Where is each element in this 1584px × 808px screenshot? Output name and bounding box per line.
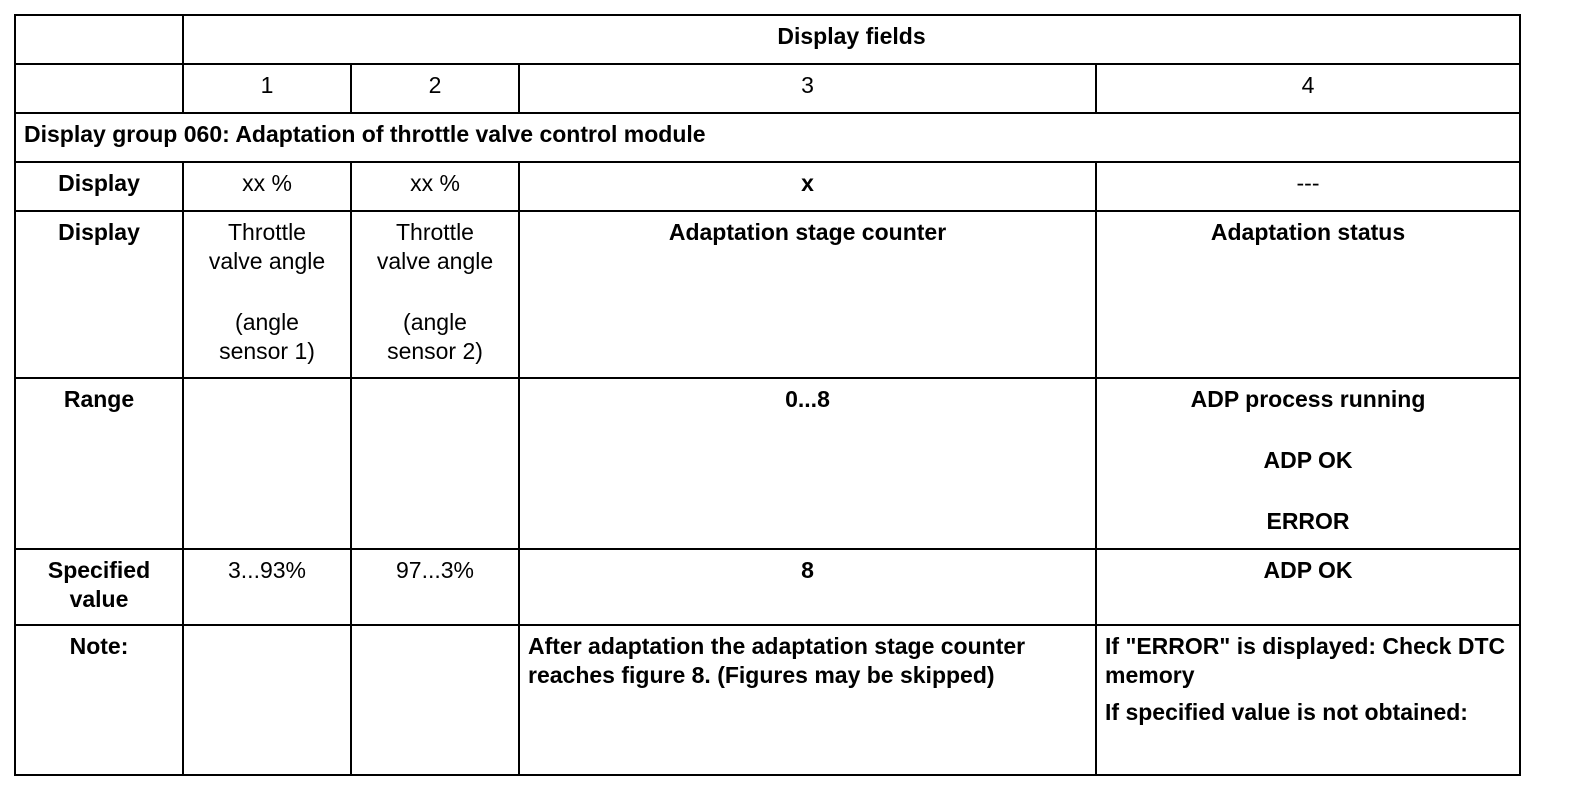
display-names-col3: Adaptation stage counter [519,211,1096,378]
range-col1 [183,378,351,549]
range-col2 [351,378,519,549]
group-title: Display group 060: Adaptation of throttle valve control module [15,113,1520,162]
note-col4 [1096,625,1520,775]
column-number-2: 2 [351,64,519,113]
specified-col3: 8 [519,549,1096,625]
specified-col4: ADP OK [1096,549,1520,625]
display-names-col1 [183,211,351,378]
specified-value-row [15,549,1520,625]
col1-name-line3: (angle [235,309,299,335]
display-units-col2: xx % [351,162,519,211]
specified-label-line1: Specified [47,557,151,583]
range-status-ok: ADP OK [1263,447,1353,473]
display-units-col3: x [519,162,1096,211]
display-names-col4: Adaptation status [1096,211,1520,378]
col2-name-line3: (angle [403,309,467,335]
note-col1 [183,625,351,775]
note-col4-error-check: If "ERROR" is displayed: Check DTC memory [1105,633,1506,688]
range-row [15,378,1520,549]
range-status-error: ERROR [1266,508,1350,534]
display-names-col2 [351,211,519,378]
display-names-row [15,211,1520,378]
display-fields-header: Display fields [183,15,1520,64]
specified-col2: 97...3% [351,549,519,625]
note-label: Note: [15,625,183,775]
col1-name-line1: Throttle [228,219,306,245]
corner-cell [15,15,183,64]
range-label: Range [15,378,183,549]
range-col4 [1096,378,1520,549]
specified-value-label [15,549,183,625]
display-names-label: Display [15,211,183,378]
note-col3: After adaptation the adaptation stage counter reaches figure 8. (Figures may be skipped) [519,625,1096,775]
note-col2 [351,625,519,775]
display-units-row [15,162,1520,211]
range-col3: 0...8 [519,378,1096,549]
group-title-row [15,113,1520,162]
col1-name-line2: valve angle [208,248,326,274]
column-number-row [15,64,1520,113]
header-row [15,15,1520,64]
range-status-running: ADP process running [1190,386,1426,412]
column-number-corner [15,64,183,113]
col2-name-line4: sensor 2) [387,338,483,364]
specified-label-line2: value [69,586,129,612]
col1-name-line4: sensor 1) [219,338,315,364]
display-units-col1: xx % [183,162,351,211]
display-units-label: Display [15,162,183,211]
col2-name-line2: valve angle [376,248,494,274]
display-units-col4: --- [1096,162,1520,211]
column-number-1: 1 [183,64,351,113]
specified-col1: 3...93% [183,549,351,625]
column-number-4: 4 [1096,64,1520,113]
column-number-3: 3 [519,64,1096,113]
note-col4-not-obtained: If specified value is not obtained: [1105,699,1468,725]
col2-name-line1: Throttle [396,219,474,245]
display-group-table [14,14,1521,776]
note-row [15,625,1520,775]
